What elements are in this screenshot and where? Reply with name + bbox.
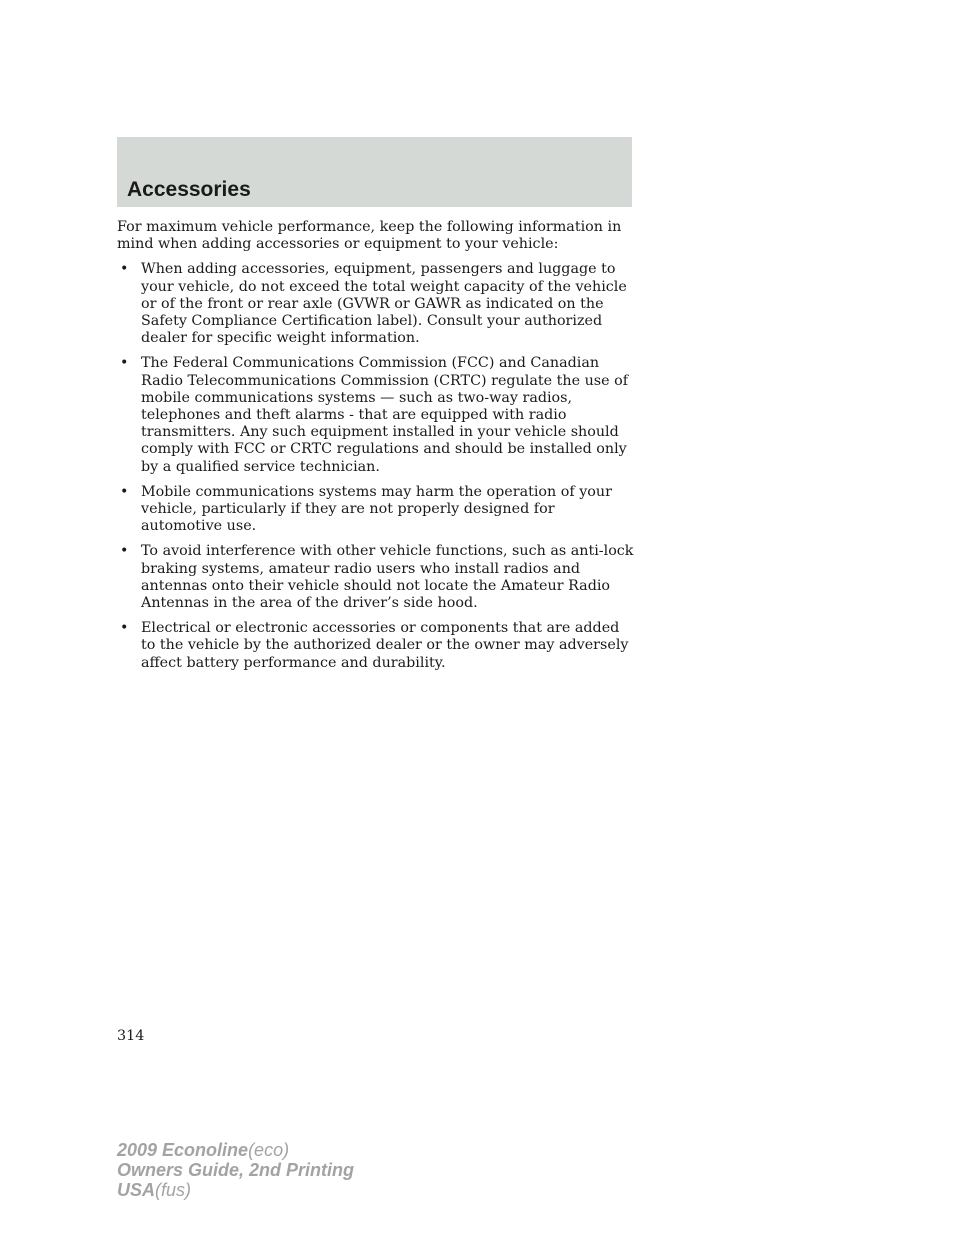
page-content (117, 219, 637, 680)
footer-market-code: (fus) (155, 1180, 192, 1200)
page-number: 314 (117, 1028, 145, 1044)
footer-model: 2009 Econoline (117, 1140, 249, 1160)
footer-guide: Owners Guide, 2nd Printing (117, 1160, 355, 1180)
footer-market-line (117, 1180, 354, 1200)
section-header-band (117, 137, 632, 207)
document-footer (117, 1140, 354, 1200)
intro-paragraph: For maximum vehicle performance, keep the following information in mind when adding accessories or equipment to your vehicle: (117, 219, 622, 253)
bullet-list (117, 261, 637, 671)
list-item-text: When adding accessories, equipment, passengers and luggage to your vehicle, do not exceed the total weight capacity of the vehicle or of the front or rear axle (GVWR or GAWR as indicated on the Safety Compliance Certification label). Consult your authorized dealer for specific weight information. (141, 261, 627, 347)
bullet-icon: • (120, 355, 129, 372)
bullet-icon: • (120, 543, 129, 560)
bullet-icon: • (120, 261, 129, 278)
bullet-icon: • (120, 483, 129, 500)
list-item (117, 620, 637, 672)
list-item (117, 484, 637, 536)
footer-model-code: (eco) (248, 1140, 290, 1160)
list-item-text: To avoid interference with other vehicle functions, such as anti-lock braking systems, amateur radio users who install radios and antennas onto their vehicle should not locate the Amateur Radio Antennas in the area of the driver’s side hood. (141, 543, 634, 612)
list-item-text: Mobile communications systems may harm the operation of your vehicle, particularly if they are not properly designed for automotive use. (141, 483, 612, 535)
footer-market: USA (117, 1180, 156, 1200)
bullet-icon: • (120, 620, 129, 637)
list-item (117, 355, 637, 475)
list-item-text: The Federal Communications Commission (FCC) and Canadian Radio Telecommunications Commission (CRTC) regulate the use of mobile communications systems — such as two-way radios, telephones and theft alarms - that are equipped with radio transmitters. Any such equipment installed in your vehicle should comply with FCC or CRTC regulations and should be installed only by a qualified service technician. (141, 355, 629, 475)
list-item (117, 261, 637, 347)
list-item-text: Electrical or electronic accessories or components that are added to the vehicle by the authorized dealer or the owner may adversely affect battery performance and durability. (141, 620, 629, 671)
list-item (117, 543, 637, 612)
section-title: Accessories (127, 178, 251, 201)
footer-model-line (117, 1140, 354, 1160)
